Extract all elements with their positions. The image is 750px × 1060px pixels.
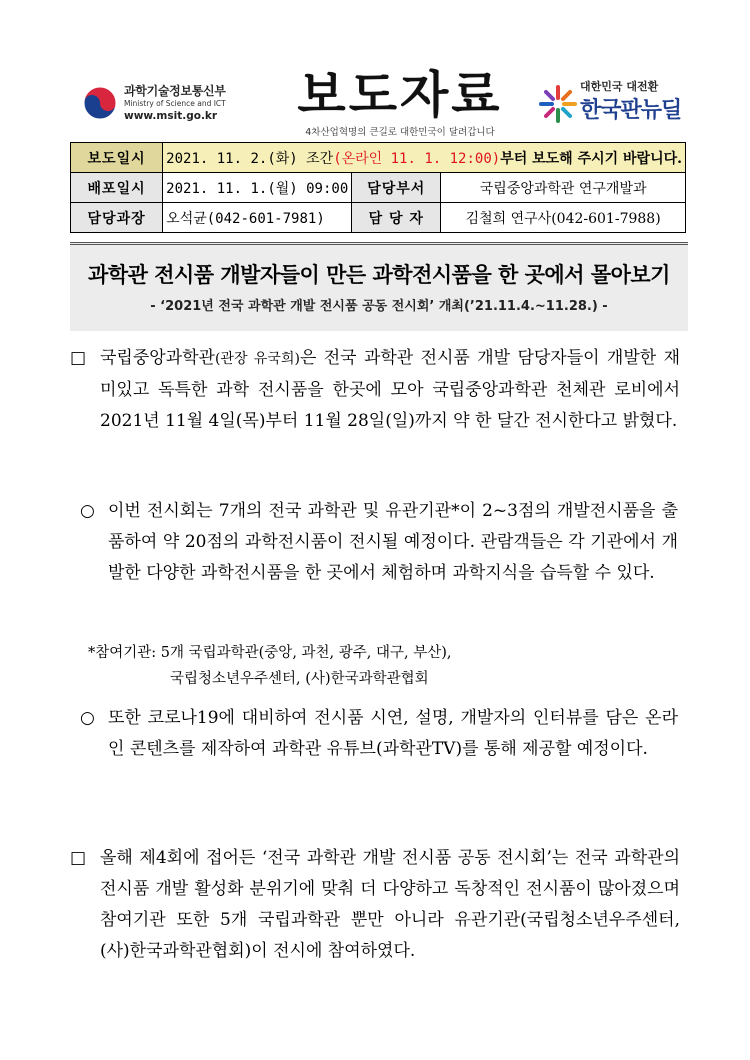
release-label: 보도일시 [71, 143, 163, 173]
participants-note-line-2: 국립청소년우주센터, (사)한국과학관협회 [170, 671, 429, 687]
ministry-logo [82, 78, 226, 128]
new-deal-tagline: 대한민국 대전환 [580, 80, 659, 93]
paragraph-4 [70, 843, 680, 967]
paragraph-1-aside: (관장 유국희) [214, 351, 300, 367]
headline-subtitle: - ‘2021년 전국 과학관 개발 전시품 공동 전시회’ 개최(’21.11.4.~11.28.) - [150, 299, 608, 314]
release-instruction: 부터 보도해 주시기 바랍니다. [500, 150, 682, 167]
paragraph-1-rest: 은 전국 과학관 전시품 개발 담당자들이 개발한 재미있고 독특한 과학 전시품을 한곳에 모아 국립중앙과학관 천체관 로비에서 2021년 11월 4일(목)부터 11월 28일(일)까지 약 한 달간 전시한다고 밝혔다. [100, 348, 680, 431]
distribute-row [71, 173, 686, 203]
square-bullet-icon: □ [70, 348, 87, 368]
korean-new-deal-logo [538, 78, 688, 130]
circle-bullet-icon: ○ [80, 708, 95, 728]
participants-note [88, 640, 452, 692]
paragraph-4-text: 올해 제4회에 접어든 ‘전국 과학관 개발 전시품 공동 전시회’는 전국 과학관의 전시품 개발 활성화 분위기에 맞춰 더 다양하고 독창적인 전시품이 많아졌으며 참여기관 또한 5개 국립과학관 뿐만 아니라 유관기관(국립청소년우주센터, (사)한국과학관협회)이 전시에 참여하였다. [100, 848, 680, 961]
release-value [163, 143, 686, 173]
staff-value: 김철희 연구사(042-601-7988) [441, 203, 686, 233]
headline-title: 과학관 전시품 개발자들이 만든 과학전시품을 한 곳에서 몰아보기 [88, 263, 670, 287]
document-title: 보도자료 [297, 66, 503, 124]
paragraph-2 [80, 496, 678, 589]
paragraph-1 [70, 343, 680, 437]
document-title-block [290, 66, 510, 140]
document-slogan: 4차산업혁명의 큰길로 대한민국이 달려갑니다 [305, 127, 495, 138]
square-bullet-icon: □ [70, 848, 87, 868]
paragraph-2-text: 이번 전시회는 7개의 전국 과학관 및 유관기관*이 2~3점의 개발전시품을 출품하여 약 20점의 과학전시품이 전시될 예정이다. 관람객들은 각 기관에서 개발한 다양한 과학전시품을 한 곳에서 체험하며 과학지식을 습득할 수 있다. [108, 501, 678, 583]
manager-value: 오석균(042-601-7981) [163, 203, 352, 233]
manager-label: 담당과장 [71, 203, 163, 233]
page-header [0, 0, 750, 140]
manager-row [71, 203, 686, 233]
taegeuk-emblem-icon [82, 85, 118, 121]
circle-bullet-icon: ○ [80, 501, 95, 521]
dept-value: 국립중앙과학관 연구개발과 [441, 173, 686, 203]
new-deal-name: 한국판뉴딜 [580, 98, 682, 123]
release-row [71, 143, 686, 173]
ministry-english-name: Ministry of Science and ICT [124, 98, 226, 108]
ministry-url: www.msit.go.kr [124, 109, 218, 122]
dept-label: 담당부서 [352, 173, 441, 203]
ministry-name: 과학기술정보통신부 [124, 83, 226, 98]
release-info-table [70, 142, 686, 233]
participants-note-line-1: *참여기관: 5개 국립과학관(중앙, 과천, 광주, 대구, 부산), [88, 645, 452, 661]
online-release-time: (온라인 11. 1. 12:00) [333, 150, 501, 167]
paragraph-3-text: 또한 코로나19에 대비하여 전시품 시연, 설명, 개발자의 인터뷰를 담은 온라인 콘텐츠를 제작하여 과학관 유튜브(과학관TV)를 통해 제공할 예정이다. [108, 708, 678, 759]
distribute-value: 2021. 11. 1.(월) 09:00 [163, 173, 352, 203]
new-deal-burst-icon [538, 84, 578, 124]
headline-box [70, 242, 688, 331]
distribute-label: 배포일시 [71, 173, 163, 203]
paragraph-3 [80, 703, 678, 765]
staff-label: 담 당 자 [352, 203, 441, 233]
release-date: 2021. 11. 2.(화) 조간 [166, 150, 334, 167]
paragraph-1-text [70, 343, 680, 437]
paragraph-1-subject: 국립중앙과학관 [100, 348, 215, 368]
